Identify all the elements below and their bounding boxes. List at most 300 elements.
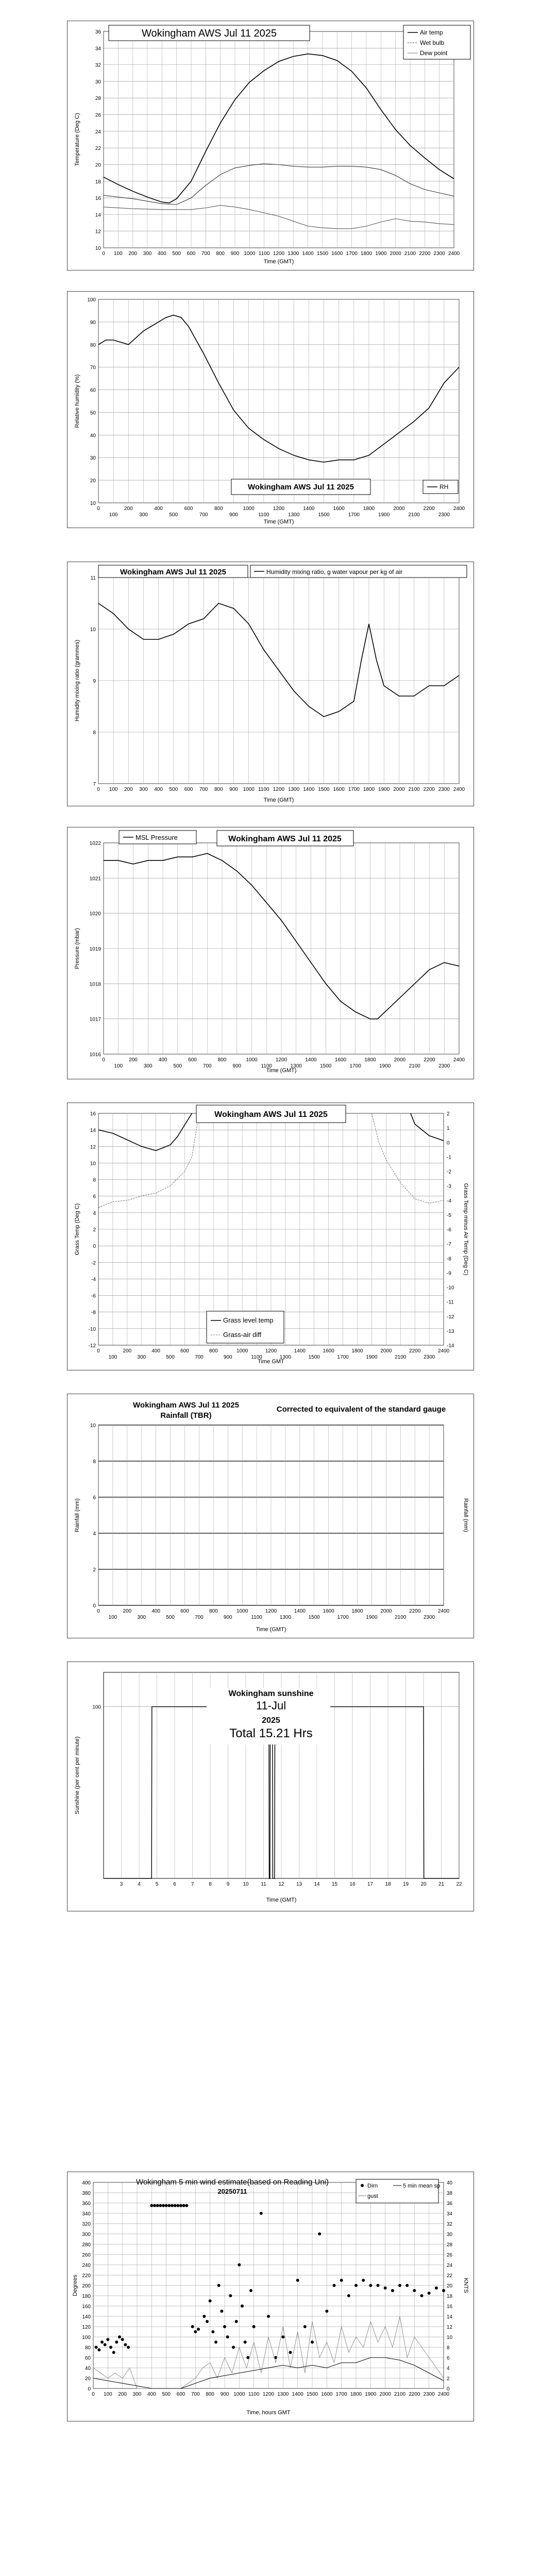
y-tick-label: 4 bbox=[93, 1531, 96, 1537]
y-tick-label: 90 bbox=[90, 319, 96, 326]
wind-direction-point bbox=[109, 2346, 112, 2349]
x-tick-label: 800 bbox=[209, 1348, 218, 1354]
legend bbox=[207, 1311, 284, 1343]
x-tick-label: 1800 bbox=[351, 1348, 363, 1354]
x-tick-label: 600 bbox=[176, 2392, 185, 2397]
y-tick-label: 300 bbox=[82, 2232, 91, 2238]
y-tick-label: 60 bbox=[90, 387, 96, 394]
y-right-axis-label: KNTS bbox=[463, 2278, 469, 2293]
x-tick-label: 1500 bbox=[308, 1615, 320, 1620]
x-tick-label: 1400 bbox=[294, 1348, 306, 1354]
wind-direction-point bbox=[354, 2284, 358, 2287]
y-tick-label: 180 bbox=[82, 2294, 91, 2299]
chart-title: Wokingham AWS Jul 11 2025 bbox=[120, 568, 226, 577]
y-right-tick-label: 24 bbox=[447, 2263, 453, 2268]
x-tick-label: 1100 bbox=[258, 512, 269, 518]
pressure-chart bbox=[67, 827, 475, 1080]
x-tick-label: 1100 bbox=[248, 2392, 260, 2397]
wind-direction-point bbox=[100, 2341, 104, 2344]
y-tick-label: 120 bbox=[82, 2325, 91, 2330]
y-right-tick-label: 0 bbox=[447, 2386, 450, 2392]
y-tick-label: 400 bbox=[82, 2180, 91, 2186]
y-right-tick-label: -14 bbox=[447, 1343, 454, 1349]
wind-direction-point bbox=[226, 2335, 229, 2338]
x-tick-label: 10 bbox=[243, 1882, 249, 1887]
y-right-axis-label: Rainfall (mm) bbox=[463, 1498, 469, 1532]
x-tick-label: 1100 bbox=[258, 787, 269, 792]
x-tick-label: 1500 bbox=[316, 251, 329, 257]
x-tick-label: 1500 bbox=[308, 1354, 320, 1360]
y-axis-label: Humidity mixing ratio (grammes) bbox=[74, 639, 80, 722]
x-tick-label: 1800 bbox=[363, 506, 375, 512]
x-tick-label: 2400 bbox=[437, 1608, 450, 1614]
x-tick-label: 1300 bbox=[279, 1354, 292, 1360]
chart-title: Wokingham AWS Jul 11 2025 bbox=[228, 835, 342, 843]
x-tick-label: 900 bbox=[230, 251, 240, 257]
y-tick-label: 100 bbox=[87, 297, 96, 303]
x-tick-label: 2300 bbox=[433, 251, 445, 257]
x-axis-label: Time (GMT) bbox=[256, 1626, 286, 1633]
y-tick-label: 18 bbox=[95, 179, 101, 185]
x-tick-label: 200 bbox=[128, 251, 138, 257]
y-tick-label: 12 bbox=[95, 229, 101, 235]
series-line-grass-air-diff bbox=[371, 1113, 444, 1203]
y-right-tick-label: 6 bbox=[447, 2355, 450, 2361]
x-tick-label: 15 bbox=[331, 1882, 338, 1887]
x-tick-label: 5 bbox=[155, 1882, 159, 1887]
x-tick-label: 1000 bbox=[246, 1057, 258, 1063]
plot-area bbox=[74, 575, 465, 803]
x-tick-label: 1700 bbox=[348, 512, 360, 518]
y-tick-label: 4 bbox=[93, 1210, 96, 1216]
x-tick-label: 4 bbox=[138, 1882, 141, 1887]
x-tick-label: 20 bbox=[420, 1882, 427, 1887]
x-tick-label: 0 bbox=[102, 251, 105, 257]
x-tick-label: 800 bbox=[214, 506, 223, 512]
rainfall-chart bbox=[67, 1394, 475, 1639]
y-right-tick-label: 10 bbox=[447, 2335, 453, 2341]
y-tick-label: 16 bbox=[95, 196, 101, 202]
legend-msl-pressure: MSL Pressure bbox=[136, 834, 178, 841]
wind-direction-point bbox=[150, 2204, 153, 2207]
wind-direction-point bbox=[202, 2315, 206, 2318]
legend-grass-air-diff: Grass-air diff bbox=[223, 1331, 262, 1338]
y-right-tick-label: -2 bbox=[447, 1169, 451, 1175]
legend-gust: gust bbox=[367, 2193, 378, 2199]
y-right-tick-label: 22 bbox=[447, 2273, 453, 2279]
x-tick-label: 2200 bbox=[419, 251, 431, 257]
x-tick-label: 400 bbox=[158, 1057, 167, 1063]
x-tick-label: 2000 bbox=[393, 506, 405, 512]
x-tick-label: 600 bbox=[180, 1608, 189, 1614]
x-tick-label: 2400 bbox=[453, 1057, 465, 1063]
y-tick-label: -4 bbox=[91, 1277, 96, 1283]
y-right-tick-label: 16 bbox=[447, 2304, 453, 2310]
x-tick-label: 1700 bbox=[337, 1615, 349, 1620]
x-tick-label: 600 bbox=[187, 251, 196, 257]
y-right-tick-label: -9 bbox=[447, 1270, 451, 1277]
wind-direction-point bbox=[223, 2325, 226, 2328]
x-tick-label: 1800 bbox=[364, 1057, 376, 1063]
x-tick-label: 2400 bbox=[453, 506, 465, 512]
x-tick-label: 800 bbox=[214, 787, 223, 792]
series-line-grass-level-temp bbox=[411, 1113, 444, 1141]
y-right-tick-label: -5 bbox=[447, 1212, 451, 1218]
wind-chart-panel bbox=[67, 2172, 474, 2421]
x-axis-label: Time (GMT) bbox=[266, 1897, 297, 1903]
x-tick-label: 300 bbox=[137, 1615, 146, 1620]
x-tick-label: 1000 bbox=[233, 2392, 245, 2397]
x-tick-label: 900 bbox=[229, 512, 238, 518]
x-tick-label: 700 bbox=[199, 512, 208, 518]
chart-note: Corrected to equivalent of the standard gauge bbox=[276, 1405, 446, 1414]
x-tick-label: 500 bbox=[173, 1063, 182, 1069]
x-tick-label: 400 bbox=[151, 1608, 161, 1614]
wind-direction-point bbox=[241, 2304, 244, 2308]
x-tick-label: 2300 bbox=[423, 2392, 435, 2397]
x-tick-label: 800 bbox=[209, 1608, 218, 1614]
y-tick-label: 380 bbox=[82, 2191, 91, 2196]
x-tick-label: 200 bbox=[124, 506, 133, 512]
x-tick-label: 1600 bbox=[323, 1348, 334, 1354]
y-tick-label: 1017 bbox=[89, 1016, 101, 1023]
y-tick-label: 14 bbox=[95, 212, 101, 218]
wind-direction-point bbox=[347, 2294, 350, 2297]
x-tick-label: 1400 bbox=[302, 251, 314, 257]
wind-direction-point bbox=[398, 2284, 401, 2287]
y-tick-label: 30 bbox=[90, 455, 96, 462]
y-tick-label: 280 bbox=[82, 2242, 91, 2248]
x-tick-label: 1800 bbox=[363, 787, 375, 792]
y-tick-label: 6 bbox=[93, 1194, 96, 1200]
pressure-chart-panel bbox=[67, 827, 474, 1079]
x-tick-label: 500 bbox=[166, 1354, 175, 1360]
x-tick-label: 2100 bbox=[404, 251, 416, 257]
x-tick-label: 2200 bbox=[423, 787, 435, 792]
x-tick-label: 100 bbox=[113, 251, 123, 257]
wind-direction-point bbox=[238, 2263, 241, 2266]
wind-direction-point bbox=[281, 2335, 284, 2338]
x-tick-label: 1900 bbox=[379, 1063, 391, 1069]
x-tick-label: 2300 bbox=[423, 1615, 435, 1620]
grass-temp-chart bbox=[67, 1103, 475, 1371]
y-tick-label: 80 bbox=[84, 2345, 91, 2351]
y-tick-label: 0 bbox=[93, 1244, 96, 1250]
x-tick-label: 2400 bbox=[453, 787, 465, 792]
x-tick-label: 600 bbox=[188, 1057, 197, 1063]
x-tick-label: 1100 bbox=[251, 1354, 262, 1360]
wind-direction-point bbox=[220, 2310, 223, 2313]
x-tick-label: 700 bbox=[195, 1354, 204, 1360]
y-tick-label: 8 bbox=[93, 1177, 96, 1183]
y-tick-label: 50 bbox=[90, 410, 96, 416]
x-tick-label: 1500 bbox=[318, 787, 330, 792]
wind-direction-point bbox=[362, 2279, 365, 2282]
x-tick-label: 1400 bbox=[292, 2392, 303, 2397]
x-tick-label: 2100 bbox=[408, 512, 420, 518]
y-tick-label: 100 bbox=[82, 2335, 91, 2341]
x-tick-label: 6 bbox=[173, 1882, 176, 1887]
x-tick-label: 0 bbox=[97, 1348, 100, 1354]
x-tick-label: 2200 bbox=[409, 1608, 421, 1614]
y-tick-label: 100 bbox=[92, 1704, 101, 1710]
x-tick-label: 1300 bbox=[288, 787, 300, 792]
x-tick-label: 100 bbox=[108, 1615, 117, 1620]
y-right-tick-label: -13 bbox=[447, 1328, 454, 1334]
y-tick-label: 11 bbox=[90, 575, 96, 581]
chart-title: Wokingham AWS Jul 11 2025 bbox=[142, 28, 277, 39]
x-tick-label: 1000 bbox=[243, 787, 255, 792]
wind-direction-point bbox=[244, 2341, 247, 2344]
y-tick-label: 220 bbox=[82, 2273, 91, 2279]
x-axis-label: Time (GMT) bbox=[263, 259, 294, 265]
x-tick-label: 900 bbox=[223, 1354, 232, 1360]
x-tick-label: 2100 bbox=[395, 1615, 407, 1620]
y-tick-label: 1018 bbox=[89, 981, 101, 988]
y-tick-label: 32 bbox=[95, 62, 101, 69]
wind-direction-point bbox=[112, 2351, 115, 2354]
wind-direction-point bbox=[405, 2284, 409, 2287]
x-tick-label: 500 bbox=[169, 787, 178, 792]
wind-direction-point bbox=[118, 2335, 121, 2338]
legend-grass-level-temp: Grass level temp bbox=[223, 1316, 274, 1324]
x-tick-label: 100 bbox=[109, 512, 118, 518]
x-tick-label: 1900 bbox=[366, 1615, 378, 1620]
x-tick-label: 800 bbox=[206, 2392, 215, 2397]
x-tick-label: 1200 bbox=[273, 251, 285, 257]
y-tick-label: 340 bbox=[82, 2211, 91, 2217]
y-tick-label: 10 bbox=[90, 501, 96, 506]
chart-year: 2025 bbox=[262, 1716, 280, 1725]
x-tick-label: 1200 bbox=[265, 1608, 277, 1614]
y-axis-label: Grass Temp (Deg C) bbox=[74, 1203, 80, 1256]
y-tick-label: 240 bbox=[82, 2263, 91, 2268]
wind-direction-point bbox=[311, 2341, 314, 2344]
y-tick-label: 2 bbox=[93, 1567, 96, 1573]
x-tick-label: 200 bbox=[129, 1057, 138, 1063]
x-tick-label: 1900 bbox=[366, 1354, 378, 1360]
series-line-grass-level-temp bbox=[98, 1113, 192, 1150]
x-axis-label: Time GMT bbox=[258, 1359, 284, 1365]
y-tick-label: 2 bbox=[93, 1227, 96, 1233]
x-tick-label: 2000 bbox=[394, 1057, 406, 1063]
x-tick-label: 1000 bbox=[236, 1608, 248, 1614]
x-tick-label: 1600 bbox=[321, 2392, 333, 2397]
x-tick-label: 800 bbox=[217, 1057, 227, 1063]
x-tick-label: 200 bbox=[118, 2392, 127, 2397]
wind-direction-point bbox=[249, 2289, 252, 2292]
wind-direction-point bbox=[176, 2204, 179, 2207]
y-tick-label: 320 bbox=[82, 2222, 91, 2227]
x-tick-label: 1300 bbox=[279, 1615, 292, 1620]
y-right-tick-label: 14 bbox=[447, 2314, 453, 2320]
y-axis-label: Sunshine (per cent per minute) bbox=[74, 1736, 80, 1815]
wind-direction-point bbox=[377, 2284, 380, 2287]
x-tick-label: 500 bbox=[172, 251, 181, 257]
wind-direction-point bbox=[214, 2341, 217, 2344]
chart-title: Wokingham AWS Jul 11 2025 bbox=[133, 1401, 239, 1410]
wind-direction-point bbox=[229, 2294, 232, 2297]
temperature-chart-panel bbox=[67, 21, 474, 270]
x-tick-label: 1200 bbox=[275, 1057, 288, 1063]
y-tick-label: 20 bbox=[84, 2376, 91, 2382]
wind-direction-point bbox=[252, 2325, 256, 2328]
y-tick-label: 1019 bbox=[89, 946, 101, 952]
y-right-tick-label: -7 bbox=[447, 1242, 451, 1248]
y-right-tick-label: -1 bbox=[447, 1155, 451, 1161]
x-tick-label: 18 bbox=[385, 1882, 391, 1887]
x-tick-label: 300 bbox=[139, 787, 148, 792]
x-tick-label: 400 bbox=[154, 506, 163, 512]
wind-direction-point bbox=[162, 2204, 165, 2207]
x-tick-label: 300 bbox=[139, 512, 148, 518]
x-tick-label: 16 bbox=[349, 1882, 356, 1887]
wind-direction-point bbox=[211, 2330, 214, 2333]
y-tick-label: 22 bbox=[95, 146, 101, 152]
x-tick-label: 400 bbox=[154, 787, 163, 792]
x-tick-label: 2200 bbox=[423, 506, 435, 512]
y-right-tick-label: 28 bbox=[447, 2242, 453, 2248]
x-tick-label: 1300 bbox=[277, 2392, 289, 2397]
y-right-tick-label: 30 bbox=[447, 2232, 453, 2238]
y-tick-label: 12 bbox=[90, 1144, 96, 1150]
x-tick-label: 300 bbox=[132, 2392, 142, 2397]
wind-direction-point bbox=[197, 2328, 200, 2331]
y-right-tick-label: 4 bbox=[447, 2366, 450, 2371]
y-tick-label: 60 bbox=[84, 2355, 91, 2361]
y-tick-label: 28 bbox=[95, 96, 101, 102]
x-tick-label: 1600 bbox=[333, 506, 345, 512]
wind-direction-point bbox=[97, 2348, 100, 2351]
x-tick-label: 600 bbox=[180, 1348, 189, 1354]
y-tick-label: -2 bbox=[91, 1260, 96, 1266]
x-tick-label: 1900 bbox=[365, 2392, 377, 2397]
y-tick-label: -6 bbox=[91, 1293, 96, 1299]
y-right-tick-label: 36 bbox=[447, 2201, 453, 2207]
y-right-tick-label: -10 bbox=[447, 1285, 454, 1291]
plot-area bbox=[74, 29, 460, 265]
legend-wet-bulb: Wet bulb bbox=[420, 39, 445, 46]
x-tick-label: 500 bbox=[162, 2392, 171, 2397]
x-tick-label: 17 bbox=[367, 1882, 374, 1887]
x-tick-label: 1300 bbox=[290, 1063, 302, 1069]
x-tick-label: 500 bbox=[169, 512, 178, 518]
y-tick-label: 36 bbox=[95, 29, 101, 35]
x-tick-label: 2400 bbox=[437, 2392, 450, 2397]
y-right-tick-label: 34 bbox=[447, 2211, 453, 2217]
wind-direction-point bbox=[442, 2289, 445, 2292]
x-tick-label: 1500 bbox=[318, 512, 330, 518]
x-tick-label: 500 bbox=[166, 1615, 175, 1620]
y-tick-label: 40 bbox=[90, 433, 96, 439]
x-tick-label: 1100 bbox=[258, 251, 270, 257]
x-tick-label: 900 bbox=[229, 787, 238, 792]
x-tick-label: 7 bbox=[191, 1882, 194, 1887]
x-axis-label: Time (GMT) bbox=[263, 519, 294, 525]
x-tick-label: 700 bbox=[191, 2392, 200, 2397]
y-right-tick-label: -4 bbox=[447, 1198, 451, 1204]
x-tick-label: 1900 bbox=[378, 512, 390, 518]
temperature-chart bbox=[67, 21, 475, 271]
wind-direction-point bbox=[165, 2204, 168, 2207]
x-axis-label: Time (GMT) bbox=[263, 797, 294, 803]
x-tick-label: 1200 bbox=[265, 1348, 277, 1354]
x-tick-label: 1600 bbox=[323, 1608, 334, 1614]
x-tick-label: 600 bbox=[184, 506, 193, 512]
y-tick-label: 8 bbox=[93, 730, 96, 736]
x-tick-label: 200 bbox=[123, 1348, 132, 1354]
x-tick-label: 1100 bbox=[261, 1063, 273, 1069]
x-tick-label: 700 bbox=[199, 787, 208, 792]
y-right-tick-label: 2 bbox=[447, 2376, 450, 2382]
x-tick-label: 1800 bbox=[351, 1608, 363, 1614]
legend-dirn: Dirn bbox=[367, 2183, 378, 2189]
x-tick-label: 1200 bbox=[262, 2392, 275, 2397]
x-tick-label: 1400 bbox=[303, 787, 315, 792]
x-tick-label: 14 bbox=[314, 1882, 320, 1887]
legend-air-temp: Air temp bbox=[420, 29, 443, 36]
chart-title: Wokingham AWS Jul 11 2025 bbox=[248, 483, 354, 492]
x-tick-label: 400 bbox=[151, 1348, 161, 1354]
x-tick-label: 12 bbox=[278, 1882, 284, 1887]
mixing-ratio-chart bbox=[67, 562, 475, 807]
x-tick-label: 1900 bbox=[375, 251, 387, 257]
y-tick-label: 140 bbox=[82, 2314, 91, 2320]
x-tick-label: 3 bbox=[120, 1882, 123, 1887]
grass-temp-chart-panel bbox=[67, 1103, 474, 1370]
x-tick-label: 800 bbox=[216, 251, 225, 257]
sunshine-chart-panel bbox=[67, 1662, 474, 1911]
legend-mean-speed: 5 min mean sp bbox=[403, 2183, 441, 2189]
chart-title: Wokingham sunshine bbox=[228, 1689, 314, 1698]
x-tick-label: 700 bbox=[202, 1063, 212, 1069]
y-tick-label: 8 bbox=[93, 1459, 96, 1465]
y-tick-label: -10 bbox=[88, 1326, 96, 1332]
y-tick-label: 10 bbox=[95, 246, 101, 251]
x-tick-label: 0 bbox=[102, 1057, 105, 1063]
y-tick-label: 10 bbox=[90, 1161, 96, 1167]
y-right-tick-label: 18 bbox=[447, 2294, 453, 2299]
x-tick-label: 1600 bbox=[334, 1057, 347, 1063]
y-tick-label: 26 bbox=[95, 112, 101, 118]
x-tick-label: 2100 bbox=[408, 787, 420, 792]
y-tick-label: 1022 bbox=[89, 841, 101, 846]
x-tick-label: 700 bbox=[201, 251, 210, 257]
y-right-tick-label: 26 bbox=[447, 2252, 453, 2258]
legend bbox=[423, 480, 458, 494]
x-tick-label: 22 bbox=[456, 1882, 462, 1887]
x-tick-label: 0 bbox=[97, 1608, 100, 1614]
sunshine-total: Total 15.21 Hrs bbox=[229, 1726, 313, 1740]
y-tick-label: 1021 bbox=[89, 876, 101, 882]
x-tick-label: 900 bbox=[223, 1615, 232, 1620]
x-tick-label: 900 bbox=[220, 2392, 229, 2397]
x-tick-label: 1800 bbox=[350, 2392, 362, 2397]
y-tick-label: 40 bbox=[84, 2366, 91, 2371]
x-tick-label: 1700 bbox=[348, 787, 360, 792]
y-tick-label: 7 bbox=[93, 782, 96, 787]
wind-direction-point bbox=[260, 2212, 263, 2215]
y-right-tick-label: 0 bbox=[447, 1140, 450, 1146]
x-tick-label: 100 bbox=[109, 787, 118, 792]
x-tick-label: 2300 bbox=[438, 787, 450, 792]
wind-direction-point bbox=[206, 2320, 209, 2323]
y-tick-label: 20 bbox=[95, 162, 101, 168]
chart-title: Wokingham AWS Jul 11 2025 bbox=[214, 1110, 328, 1119]
x-tick-label: 2300 bbox=[438, 512, 450, 518]
legend-rh: RH bbox=[439, 483, 449, 490]
x-tick-label: 1300 bbox=[288, 512, 300, 518]
